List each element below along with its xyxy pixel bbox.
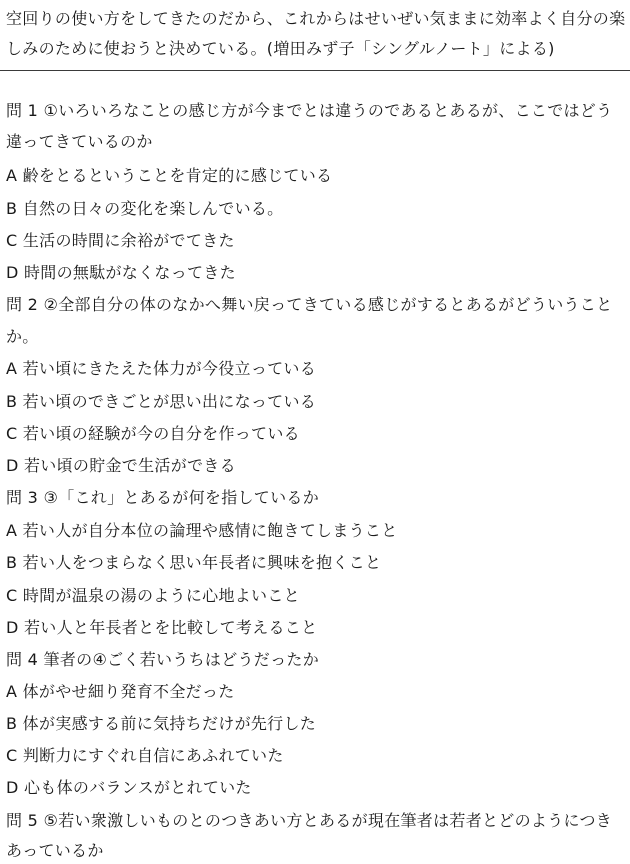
divider-rule [0,70,630,71]
question-1-stem-line-1: 問 1 ①いろいろなことの感じ方が今までとは違うのであるとあるが、ここではどう [6,101,613,120]
question-1-stem-line-2: 違ってきているのか [6,132,153,151]
question-3-option-c: C 時間が温泉の湯のように心地よいこと [6,586,300,605]
question-2-option-b: B 若い頃のできごとが思い出になっている [6,392,317,411]
question-4-option-c: C 判断力にすぐれ自信にあふれていた [6,746,284,765]
question-4-stem: 問 4 筆者の④ごく若いうちはどうだったか [6,650,319,669]
question-5-stem-line-2: あっているか [6,841,104,860]
question-3-option-a: A 若い人が自分本位の論理や感情に飽きてしまうこと [6,521,398,540]
question-3-stem: 問 3 ③「これ」とあるが何を指しているか [6,488,319,507]
question-4-option-a: A 体がやせ細り発育不全だった [6,682,235,701]
question-2-option-a: A 若い頃にきたえた体力が今役立っている [6,359,317,378]
question-2-stem-line-1: 問 2 ②全部自分の体のなかへ舞い戻ってきている感じがするとあるがどういうこと [6,295,613,314]
question-1-option-a: A 齢をとるということを肯定的に感じている [6,166,333,185]
passage-line-2: しみのために使おうと決めている。(増田みず子「シングルノート」による) [6,39,555,58]
question-3-option-b: B 若い人をつまらなく思い年長者に興味を抱くこと [6,553,382,572]
question-2-stem-line-2: か。 [6,327,39,346]
question-3-option-d: D 若い人と年長者とを比較して考えること [6,618,318,637]
question-4-option-b: B 体が実感する前に気持ちだけが先行した [6,714,317,733]
question-1-option-c: C 生活の時間に余裕がでてきた [6,231,235,250]
question-1-option-b: B 自然の日々の変化を楽しんでいる。 [6,199,284,218]
question-5-stem-line-1: 問 5 ⑤若い衆激しいものとのつきあい方とあるが現在筆者は若者とどのようにつき [6,811,613,830]
question-2-option-d: D 若い頃の貯金で生活ができる [6,456,236,475]
question-2-option-c: C 若い頃の経験が今の自分を作っている [6,424,300,443]
passage-line-1: 空回りの使い方をしてきたのだから、これからはせいぜい気ままに効率よく自分の楽 [6,9,626,28]
question-1-option-d: D 時間の無駄がなくなってきた [6,263,236,282]
question-4-option-d: D 心も体のバランスがとれていた [6,778,252,797]
